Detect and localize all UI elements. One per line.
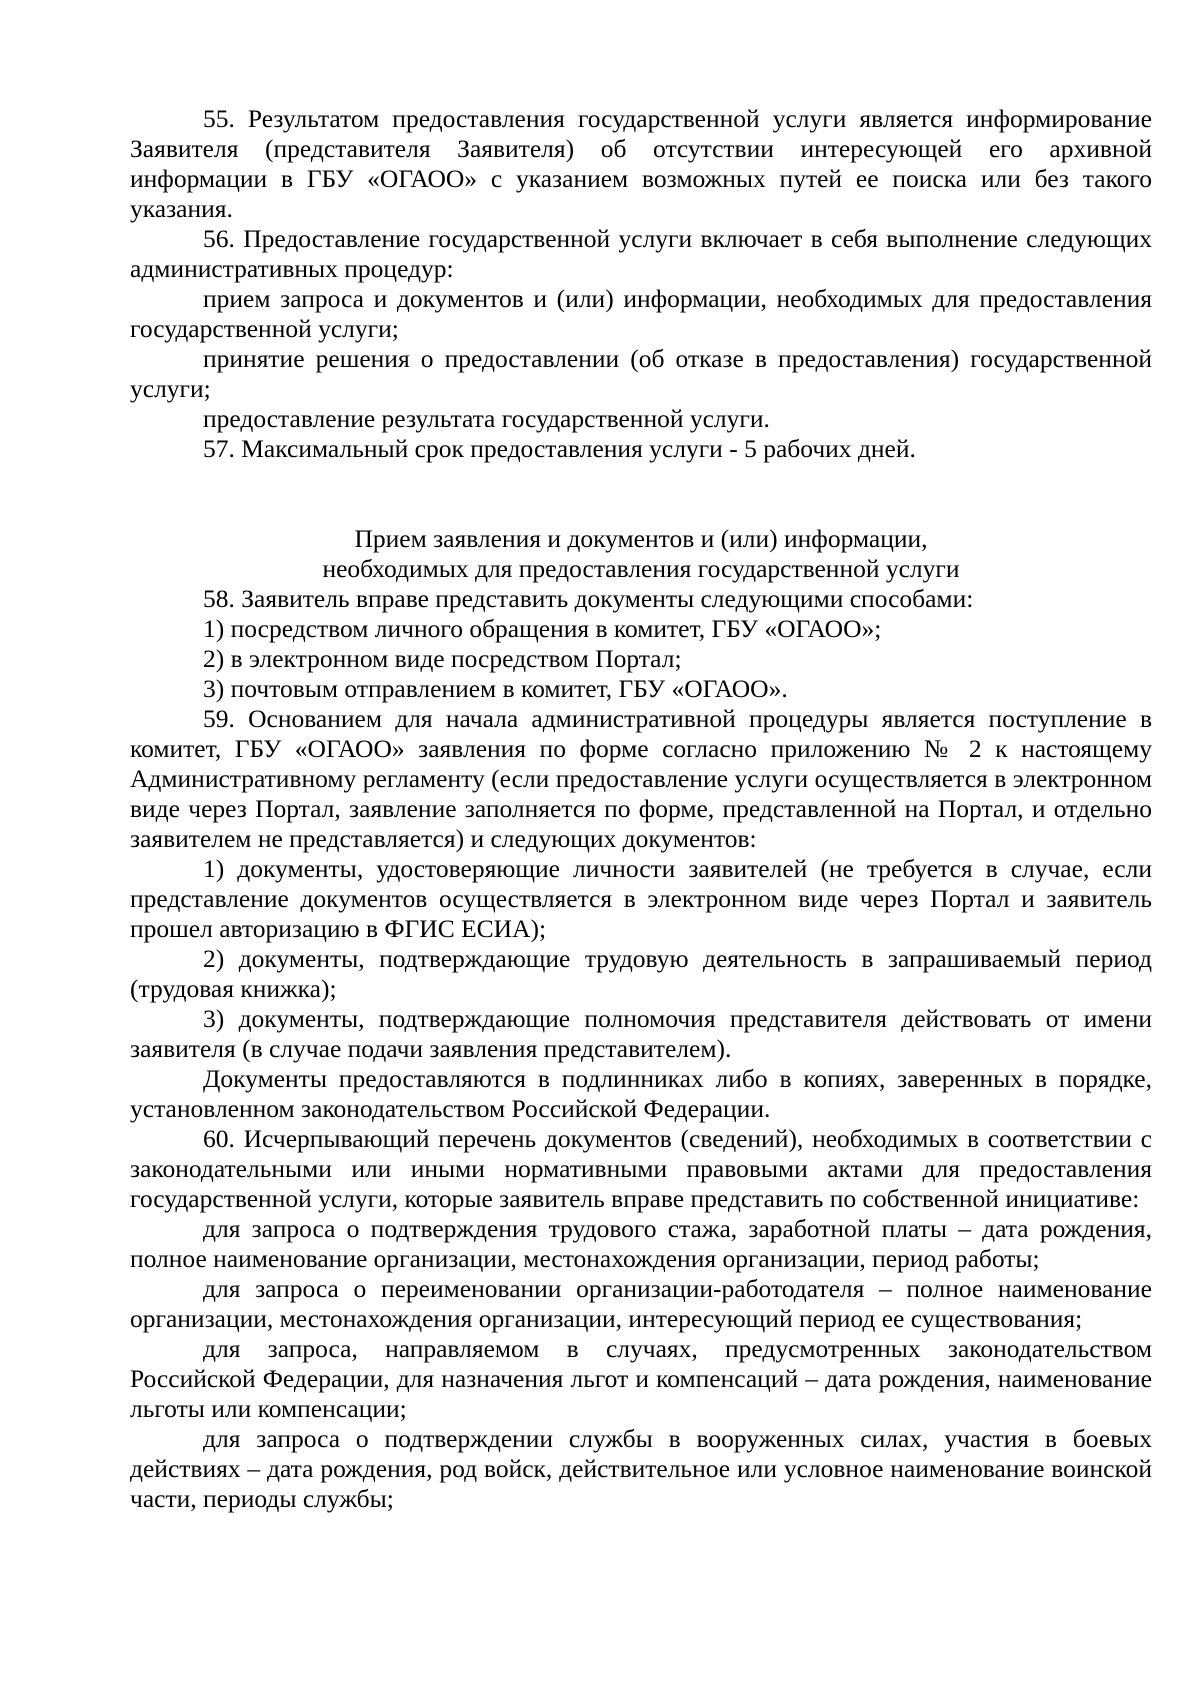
submission-method-1: 1) посредством личного обращения в комитет, ГБУ «ОГАОО»;	[203, 614, 882, 643]
paragraph-58: 58. Заявитель вправе представить документы следующими способами:	[203, 584, 974, 613]
submission-method-3: 3) почтовым отправлением в комитет, ГБУ «ОГАОО».	[203, 674, 788, 703]
request-type-2: для запроса о переименовании организации-работодателя – полное наименование организации, местонахождения организации, интересующий период ее существования;	[130, 1274, 1152, 1333]
submission-method-2: 2) в электронном виде посредством Портал;	[203, 644, 682, 673]
documents-note: Документы предоставляются в подлинниках либо в копиях, заверенных в порядке, установленном законодательством Российской Федерации.	[130, 1064, 1152, 1123]
paragraph-59: 59. Основанием для начала административной процедуры является поступление в комитет, ГБУ «ОГАОО» заявления по форме согласно приложению № 2 к настоящему Административному регламенту (если предоставление услуги осуществляется в электронном виде через Портал, заявление заполняется по форме, представленной на Портал, и отдельно заявителем не представляется) и следующих документов:	[130, 704, 1152, 853]
paragraph-60: 60. Исчерпывающий перечень документов (сведений), необходимых в соответствии с законодательными или иными нормативными правовыми актами для предоставления государственной услуги, которые заявитель вправе представить по собственной инициативе:	[130, 1124, 1152, 1213]
request-type-1: для запроса о подтверждения трудового стажа, заработной платы – дата рождения, полное наименование организации, местонахождения организации, период работы;	[130, 1214, 1152, 1273]
request-type-3: для запроса, направляемом в случаях, предусмотренных законодательством Российской Федерации, для назначения льгот и компенсаций – дата рождения, наименование льготы или компенсации;	[130, 1334, 1152, 1423]
document-page	[130, 104, 1152, 1514]
section-heading-line-1: Прием заявления и документов и (или) информации,	[354, 524, 928, 553]
procedure-item-2: принятие решения о предоставлении (об отказе в предоставления) государственной услуги;	[130, 344, 1152, 403]
request-type-4: для запроса о подтверждении службы в вооруженных силах, участия в боевых действиях – дата рождения, род войск, действительное или условное наименование воинской части, периоды службы;	[130, 1424, 1152, 1513]
document-item-2: 2) документы, подтверждающие трудовую деятельность в запрашиваемый период (трудовая книжка);	[130, 944, 1152, 1003]
document-item-3: 3) документы, подтверждающие полномочия представителя действовать от имени заявителя (в случае подачи заявления представителем).	[130, 1004, 1152, 1063]
section-heading-line-2: необходимых для предоставления государственной услуги	[322, 554, 960, 583]
paragraph-55: 55. Результатом предоставления государственной услуги является информирование Заявителя (представителя Заявителя) об отсутствии интересующей его архивной информации в ГБУ «ОГАОО» с указанием возможных путей ее поиска или без такого указания.	[130, 104, 1152, 223]
paragraph-57: 57. Максимальный срок предоставления услуги - 5 рабочих дней.	[203, 434, 916, 463]
procedure-item-1: прием запроса и документов и (или) информации, необходимых для предоставления государственной услуги;	[130, 284, 1152, 343]
document-item-1: 1) документы, удостоверяющие личности заявителей (не требуется в случае, если представление документов осуществляется в электронном виде через Портал и заявитель прошел авторизацию в ФГИС ЕСИА);	[130, 854, 1152, 943]
section-gap	[130, 464, 1152, 524]
paragraph-56: 56. Предоставление государственной услуги включает в себя выполнение следующих административных процедур:	[130, 224, 1152, 283]
procedure-item-3: предоставление результата государственной услуги.	[203, 404, 770, 433]
